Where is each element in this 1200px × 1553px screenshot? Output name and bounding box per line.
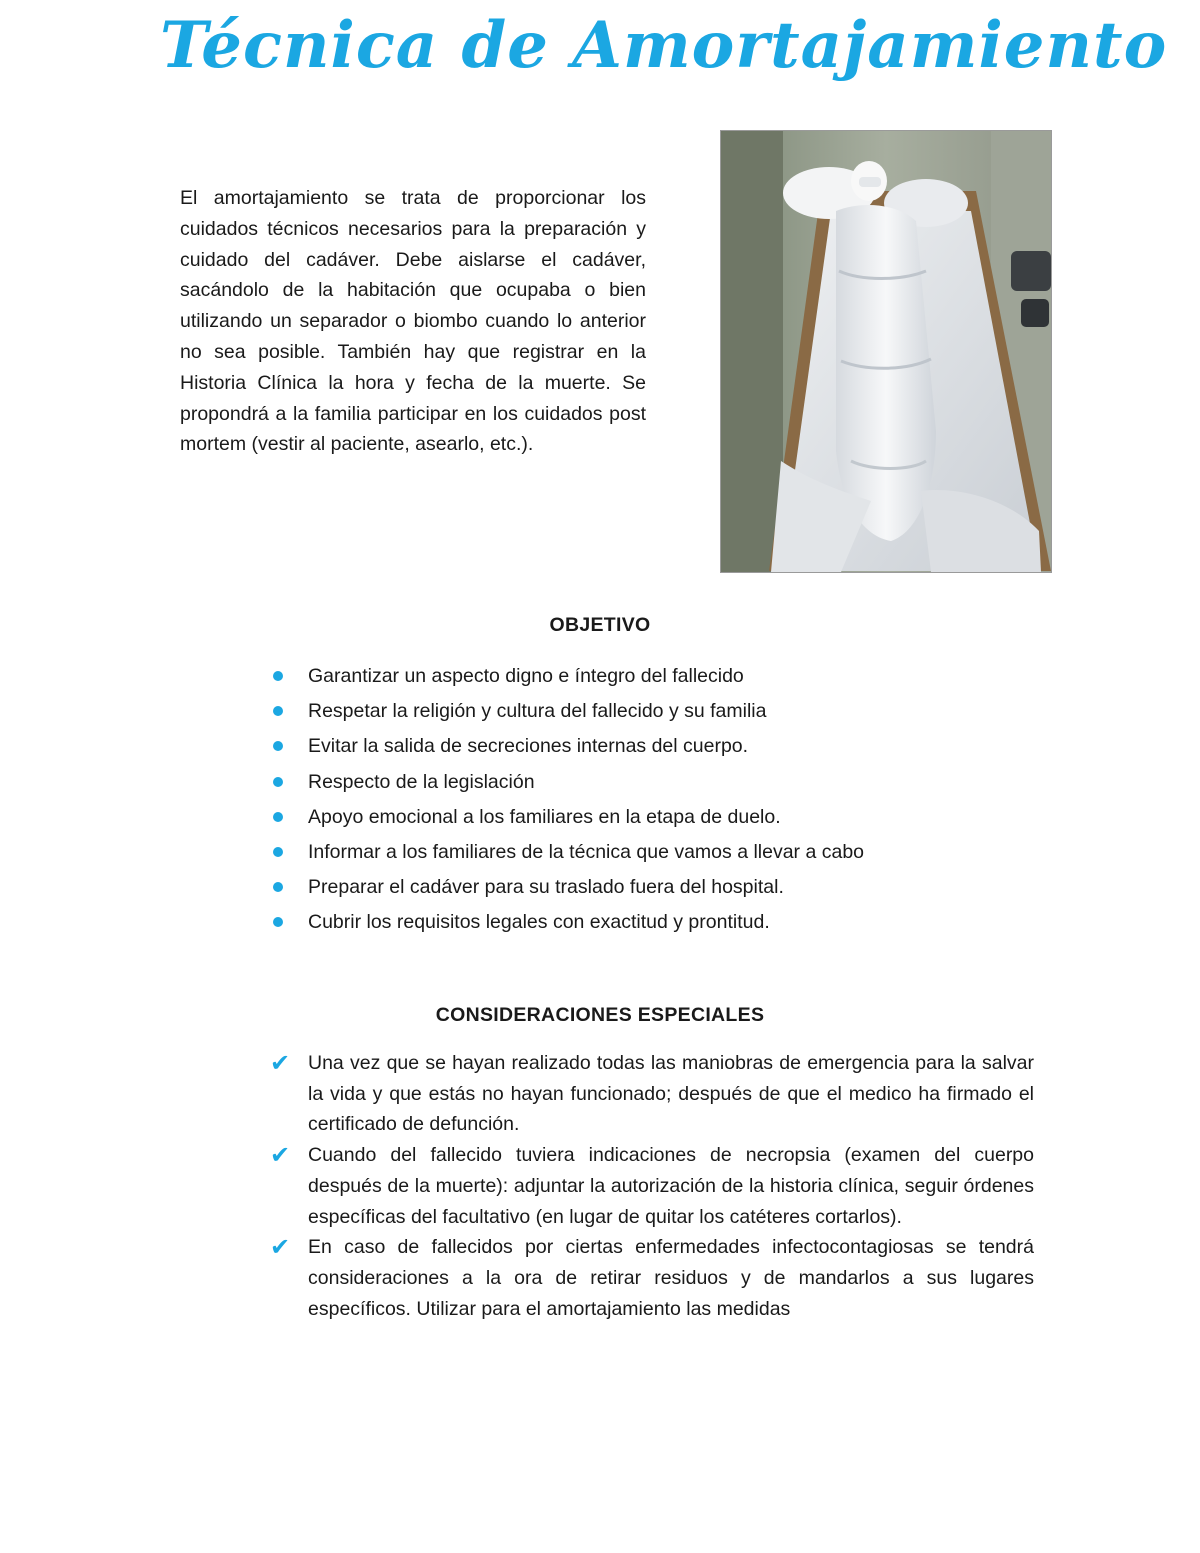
bullet-dot-icon bbox=[273, 847, 283, 857]
intro-paragraph: El amortajamiento se trata de proporcionar los cuidados técnicos necesarios para la preparación y cuidado del cadáver. Debe aislarse el cadáver, sacándolo de la habitación que ocupaba o bien utilizando un separador o biombo cuando lo anterior no sea posible. También hay que registrar en la Historia Clínica la hora y fecha de la muerte. Se propondrá a la familia participar en los cuidados post mortem (vestir al paciente, asearlo, etc.). bbox=[180, 187, 646, 456]
bullet-dot-icon bbox=[273, 917, 283, 927]
list-item bbox=[270, 872, 1070, 907]
list-item-text: Garantizar un aspecto digno e íntegro del fallecido bbox=[308, 665, 744, 687]
list-item bbox=[270, 1048, 1034, 1140]
list-item-text: Una vez que se hayan realizado todas las maniobras de emergencia para la salvar la vida y que estás no hayan funcionado; después de que el medico ha firmado el certificado de defunción. bbox=[308, 1052, 1034, 1136]
list-item bbox=[270, 696, 1070, 731]
document-title: Técnica de Amortajamiento bbox=[160, 8, 1168, 83]
list-item-text: Apoyo emocional a los familiares en la etapa de duelo. bbox=[308, 805, 781, 828]
objetivo-heading: OBJETIVO bbox=[549, 614, 651, 636]
bullet-dot-icon bbox=[273, 812, 283, 822]
list-item-text: Cuando del fallecido tuviera indicaciones de necropsia (examen del cuerpo después de la muerte): adjuntar la autorización de la historia clínica, seguir órdenes específicas del facultativo (en lugar de quitar los catéteres cortarlos). bbox=[308, 1144, 1034, 1228]
bullet-dot-icon bbox=[273, 777, 283, 787]
list-item bbox=[270, 767, 1070, 802]
bullet-dot-icon bbox=[273, 882, 283, 892]
list-item-text: Informar a los familiares de la técnica que vamos a llevar a cabo bbox=[308, 840, 865, 863]
objetivo-list bbox=[270, 661, 1070, 943]
list-item bbox=[270, 1140, 1034, 1232]
checkmark-icon: ✔ bbox=[270, 1233, 291, 1262]
checkmark-icon: ✔ bbox=[270, 1141, 291, 1170]
list-item-text: Evitar la salida de secreciones internas del cuerpo. bbox=[308, 735, 749, 758]
list-item-text: Respetar la religión y cultura del fallecido y su familia bbox=[308, 700, 767, 723]
list-item-text: En caso de fallecidos por ciertas enfermedades infectocontagiosas se tendrá consideraciones a la ora de retirar residuos y de mandarlos a sus lugares específicos. Utilizar para el amortajamiento las medidas bbox=[308, 1236, 1034, 1320]
bullet-dot-icon bbox=[273, 706, 283, 716]
list-item bbox=[270, 907, 1070, 942]
list-item-text: Preparar el cadáver para su traslado fuera del hospital. bbox=[308, 876, 784, 899]
list-item-text: Cubrir los requisitos legales con exactitud y prontitud. bbox=[308, 911, 770, 934]
consideraciones-list bbox=[270, 1048, 1034, 1324]
shrouded-body-photo bbox=[720, 130, 1052, 573]
list-item-text: Respecto de la legislación bbox=[308, 770, 535, 793]
list-item bbox=[270, 802, 1070, 837]
list-item bbox=[270, 661, 1070, 696]
list-item bbox=[270, 837, 1070, 872]
list-item bbox=[270, 731, 1070, 766]
bullet-dot-icon bbox=[273, 741, 283, 751]
list-item bbox=[270, 1232, 1034, 1324]
checkmark-icon: ✔ bbox=[270, 1049, 291, 1077]
consideraciones-heading: CONSIDERACIONES ESPECIALES bbox=[435, 1004, 765, 1026]
bullet-dot-icon bbox=[273, 671, 283, 681]
